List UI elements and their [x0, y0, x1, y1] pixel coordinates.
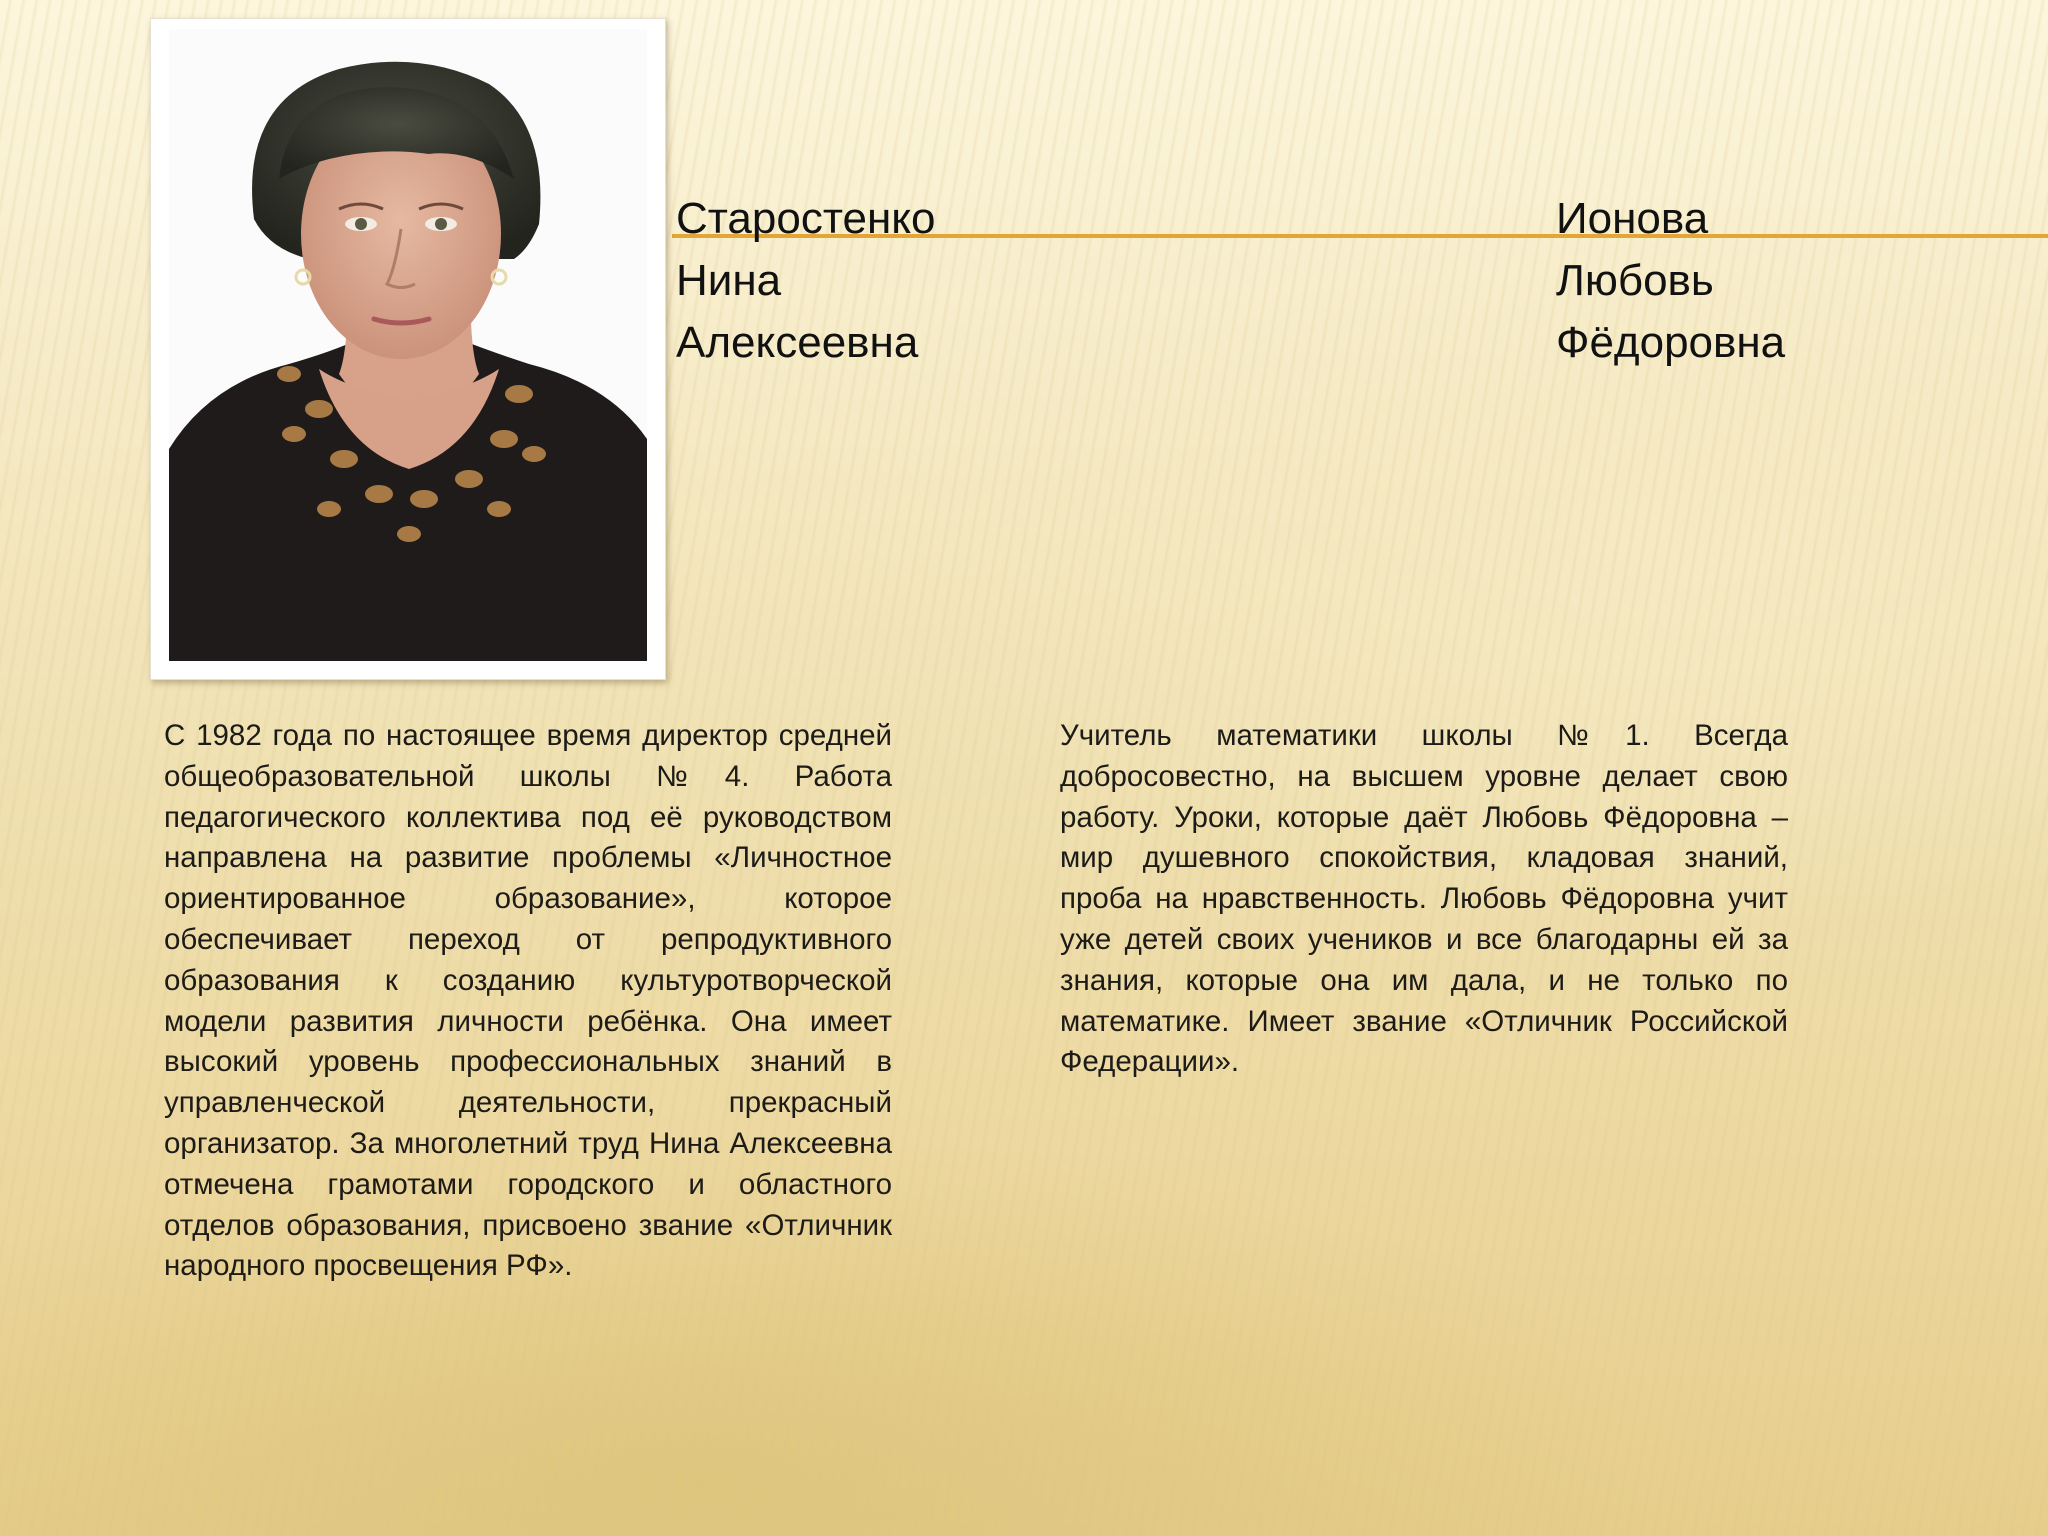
person-2-bio: Учитель математики школы №1. Всегда добросовестно, на высшем уровне делает свою работу. Уроки, которые даёт Любовь Фёдоровна – мир душевного спокойствия, кладовая знаний, проба на нравственность. Любовь Фёдоровна учит уже детей своих учеников и все благодарны ей за знания, которые она им дала, и не только по математике. Имеет звание «Отличник Российской Федерации».: [1060, 719, 1788, 1079]
person-1-patronymic: Алексеевна: [676, 318, 919, 367]
person-1-name: [676, 188, 936, 374]
person-1-bio: С 1982 года по настоящее время директор средней общеобразовательной школы №4. Работа педагогического коллектива под её руководством направлена на развитие проблемы «Личностное ориентированное образование», которое обеспечивает переход от репродуктивного образования к созданию культуротворческой модели развития личности ребёнка. Она имеет высокий уровень профессиональных знаний в управленческой деятельности, прекрасный организатор. За многолетний труд Нина Алексеевна отмечена грамотами городского и областного отделов образования, присвоено звание «Отличник народного просвещения РФ».: [164, 719, 892, 1283]
portrait-frame: [150, 18, 666, 680]
person-2-name: [1556, 188, 1785, 374]
person-1-first-name: Нина: [676, 256, 782, 305]
person-2-surname: Ионова: [1556, 194, 1709, 243]
portrait-photo: [169, 29, 647, 661]
person-2-first-name: Любовь: [1556, 256, 1714, 305]
person-2-patronymic: Фёдоровна: [1556, 318, 1786, 367]
person-1-surname: Старостенко: [676, 194, 936, 243]
